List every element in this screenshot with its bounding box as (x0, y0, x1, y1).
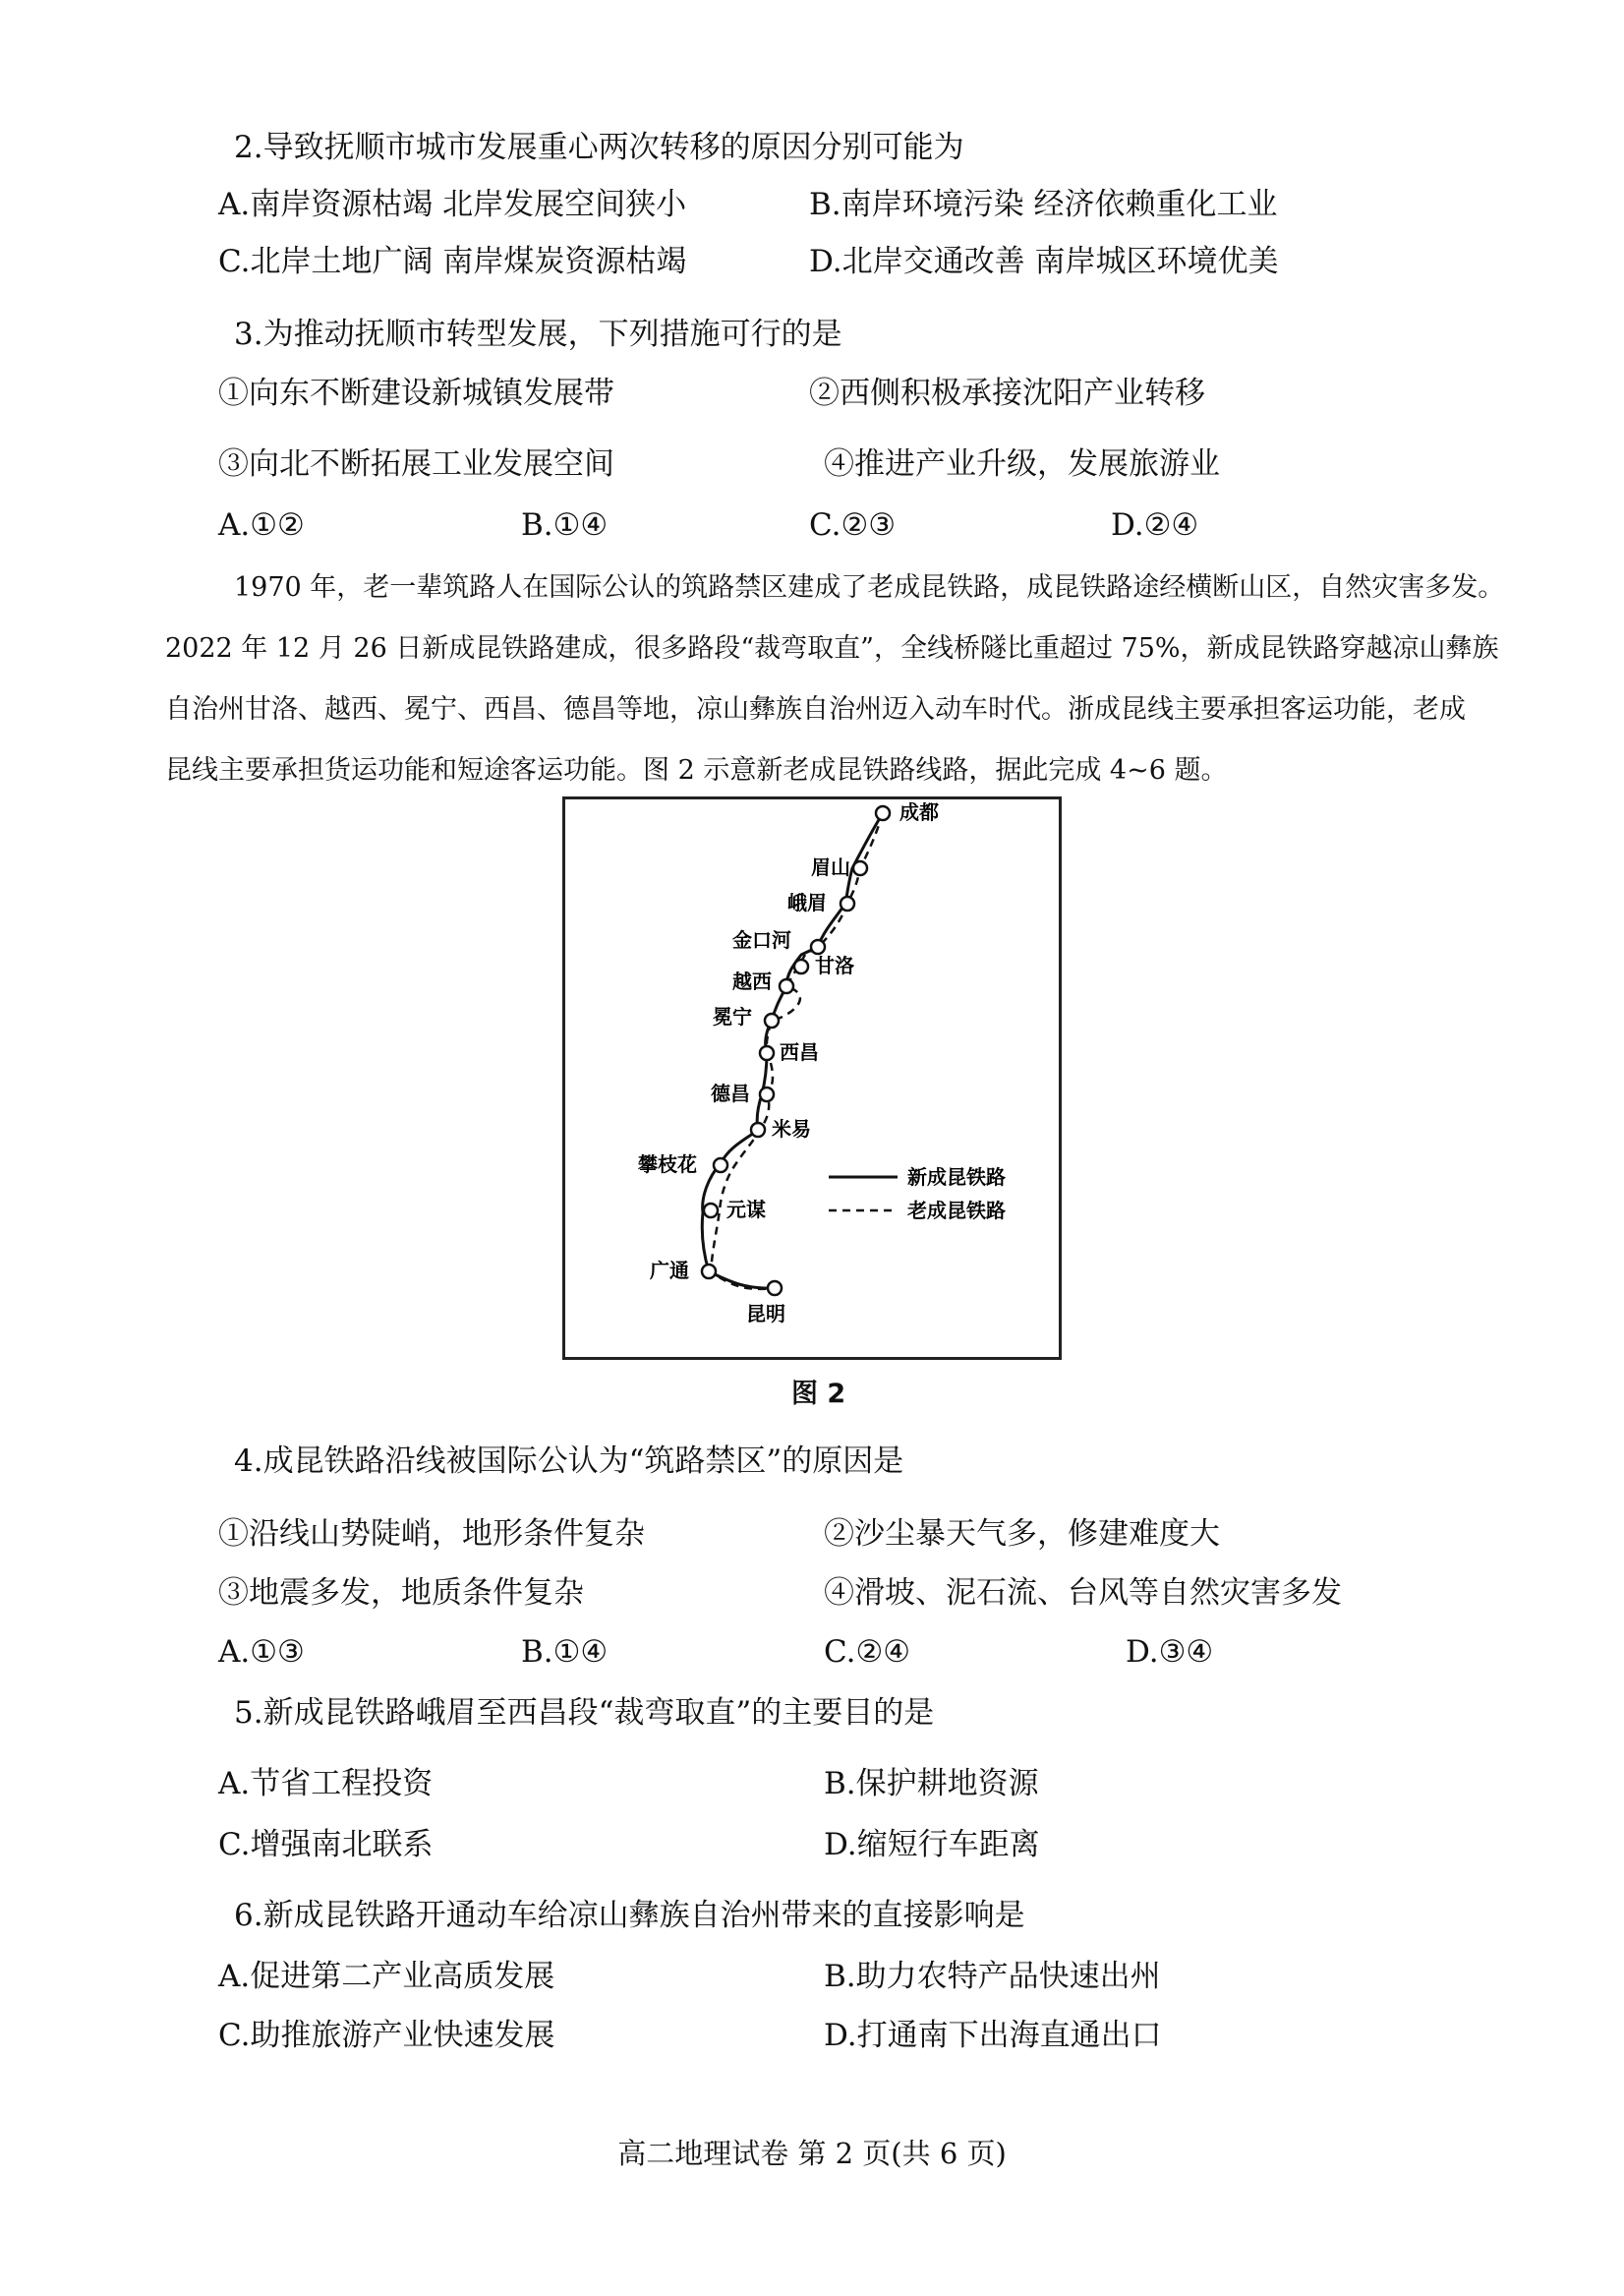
q5-stem: 5.新成昆铁路峨眉至西昌段“裁弯取直”的主要目的是 (234, 1695, 935, 1731)
station-jinkouhe (811, 940, 825, 954)
q5-option-d: D.缩短行车距离 (824, 1827, 1040, 1862)
legend-new-label: 新成昆铁路 (907, 1165, 1006, 1189)
q6-option-d: D.打通南下出海直通出口 (824, 2018, 1162, 2053)
station-yuanmou (704, 1204, 718, 1217)
station-ganluo (794, 960, 808, 973)
railway-map (562, 796, 1062, 1360)
q3-option-a: A.①② (218, 507, 305, 543)
q5-option-b: B.保护耕地资源 (824, 1766, 1039, 1801)
label-miyi: 米易 (772, 1117, 811, 1141)
passage-line-4: 昆线主要承担货运功能和短途客运功能。图 2 示意新老成昆铁路线路，据此完成 4~6 题。 (165, 755, 1228, 786)
q5-option-c: C.增强南北联系 (218, 1827, 434, 1862)
q2-option-b: B.南岸环境污染 经济依赖重化工业 (809, 187, 1278, 222)
q2-stem: 2.导致抚顺市城市发展重心两次转移的原因分别可能为 (234, 130, 964, 165)
label-jinkouhe: 金口河 (732, 928, 791, 952)
label-yuexi: 越西 (732, 970, 772, 993)
q4-option-a: A.①③ (218, 1634, 305, 1670)
label-xichang: 西昌 (780, 1040, 819, 1064)
q4-option-b: B.①④ (521, 1634, 609, 1670)
label-chengdu: 成都 (899, 800, 939, 824)
station-dechang (760, 1088, 774, 1101)
q3-option-b: B.①④ (521, 507, 609, 543)
q5-option-a: A.节省工程投资 (218, 1766, 434, 1801)
passage-line-1: 1970 年，老一辈筑路人在国际公认的筑路禁区建成了老成昆铁路，成昆铁路途经横断山区，自然灾害多发。 (234, 572, 1505, 603)
station-yuexi (780, 979, 793, 993)
label-kunming: 昆明 (746, 1302, 785, 1325)
map-legend (829, 1165, 1006, 1222)
label-ganluo: 甘洛 (815, 954, 854, 977)
q6-option-b: B.助力农特产品快速出州 (824, 1959, 1161, 1994)
q4-statement-1: ①沿线山势陡峭，地形条件复杂 (218, 1516, 645, 1552)
q4-statement-2: ②沙尘暴天气多，修建难度大 (824, 1516, 1220, 1552)
station-miyi (751, 1123, 765, 1137)
q2-option-c: C.北岸土地广阔 南岸煤炭资源枯竭 (218, 244, 687, 279)
label-dechang: 德昌 (711, 1082, 750, 1105)
q2-option-a: A.南岸资源枯竭 北岸发展空间狭小 (218, 187, 687, 222)
passage-line-2: 2022 年 12 月 26 日新成昆铁路建成，很多路段“裁弯取直”，全线桥隧比重超过 75%，新成昆铁路穿越凉山彝族 (165, 633, 1499, 664)
q4-stem: 4.成昆铁路沿线被国际公认为“筑路禁区”的原因是 (234, 1443, 904, 1479)
q3-statement-4: ④推进产业升级，发展旅游业 (824, 446, 1220, 482)
q6-stem: 6.新成昆铁路开通动车给凉山彝族自治州带来的直接影响是 (234, 1898, 1025, 1933)
q3-stem: 3.为推动抚顺市转型发展，下列措施可行的是 (234, 317, 842, 352)
q3-statement-1: ①向东不断建设新城镇发展带 (218, 376, 614, 411)
page-footer: 高二地理试卷 第 2 页(共 6 页) (617, 2137, 1007, 2170)
q4-statement-3: ③地震多发，地质条件复杂 (218, 1575, 584, 1611)
q6-option-a: A.促进第二产业高质发展 (218, 1959, 555, 1994)
label-meishan: 眉山 (811, 855, 850, 879)
label-guangtong: 广通 (650, 1259, 689, 1282)
legend-old-label: 老成昆铁路 (907, 1199, 1006, 1222)
q2-option-d: D.北岸交通改善 南岸城区环境优美 (809, 244, 1279, 279)
q3-statement-3: ③向北不断拓展工业发展空间 (218, 446, 614, 482)
station-panzhihua (714, 1158, 727, 1172)
label-panzhihua: 攀枝花 (638, 1152, 697, 1176)
label-yuanmou: 元谋 (726, 1198, 766, 1221)
q4-option-d: D.③④ (1126, 1634, 1214, 1670)
passage-line-3: 自治州甘洛、越西、冕宁、西昌、德昌等地，凉山彝族自治州迈入动车时代。浙成昆线主要承担客运功能，老成 (165, 694, 1466, 725)
station-meishan (853, 861, 867, 875)
q4-option-c: C.②④ (824, 1634, 911, 1670)
station-kunming (768, 1281, 782, 1295)
q4-statement-4: ④滑坡、泥石流、台风等自然灾害多发 (824, 1575, 1342, 1611)
figure-caption: 图 2 (791, 1379, 846, 1409)
station-emei (841, 897, 854, 911)
railway-map-svg (565, 799, 1059, 1357)
station-xichang (760, 1046, 774, 1060)
q3-option-d: D.②④ (1111, 507, 1199, 543)
station-chengdu (876, 806, 890, 820)
station-mianning (765, 1014, 779, 1028)
q6-option-c: C.助推旅游产业快速发展 (218, 2018, 555, 2053)
label-mianning: 冕宁 (713, 1005, 752, 1029)
q3-statement-2: ②西侧积极承接沈阳产业转移 (809, 376, 1205, 411)
q3-option-c: C.②③ (809, 507, 897, 543)
station-guangtong (702, 1265, 716, 1278)
label-emei: 峨眉 (787, 891, 827, 914)
